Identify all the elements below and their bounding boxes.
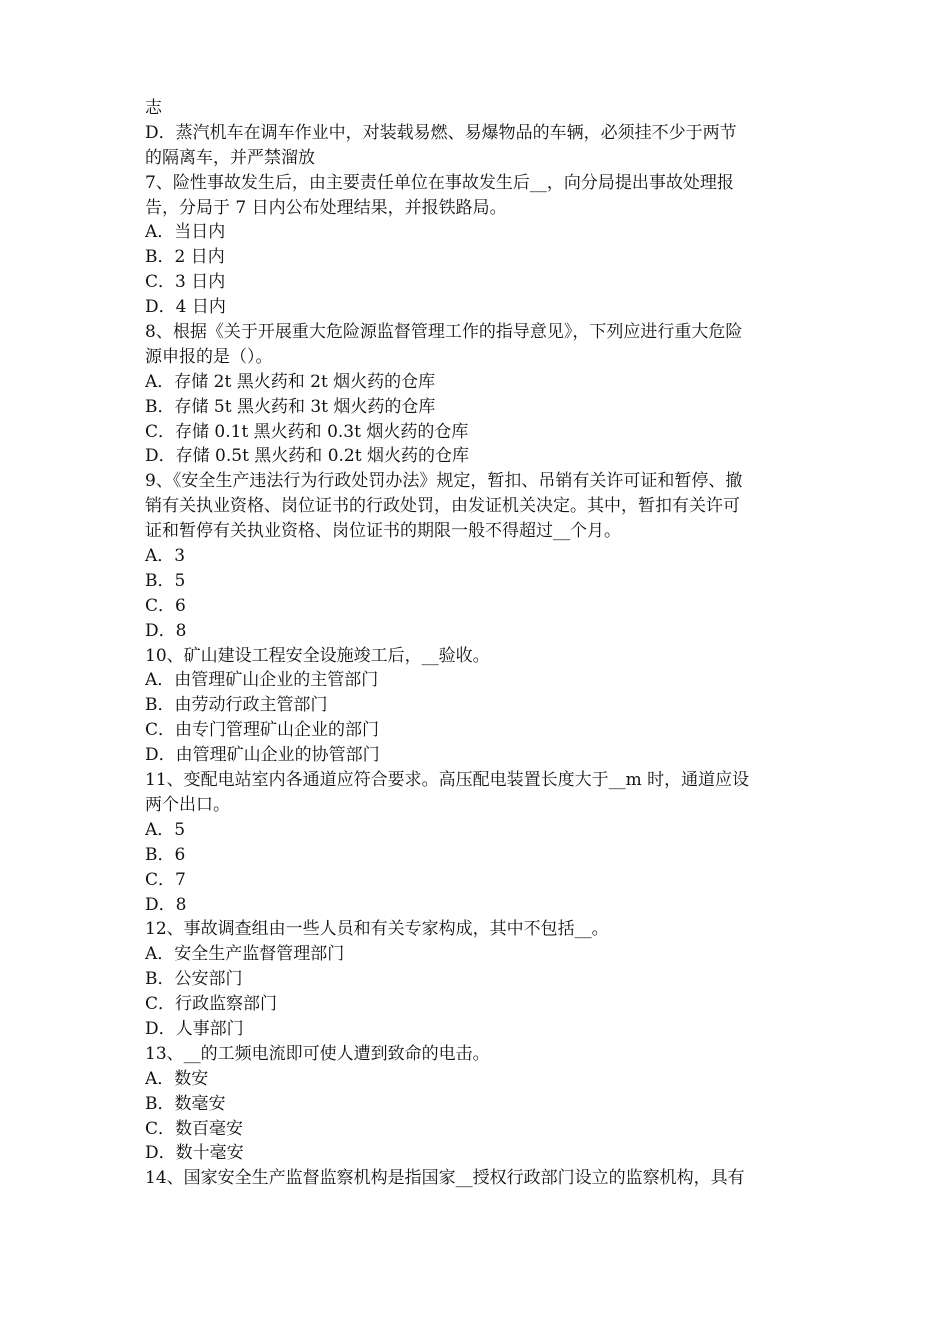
- text-line: 两个出口。: [145, 794, 230, 815]
- text-line: C．3 日内: [145, 272, 226, 293]
- text-line: D．由管理矿山企业的协管部门: [145, 745, 380, 766]
- text-line: 9、《安全生产违法行为行政处罚办法》规定，暂扣、吊销有关许可证和暂停、撤: [145, 471, 743, 492]
- text-line: A．安全生产监督管理部门: [145, 944, 345, 965]
- text-line: B．由劳动行政主管部门: [145, 695, 328, 716]
- text-line: A．3: [145, 546, 186, 567]
- text-line: 10、矿山建设工程安全设施竣工后，__验收。: [145, 645, 490, 666]
- text-line: A．5: [145, 819, 186, 840]
- text-line: 源申报的是（）。: [145, 346, 273, 367]
- text-line: D．4 日内: [145, 297, 226, 318]
- text-line: C．数百毫安: [145, 1118, 244, 1139]
- text-line: B．2 日内: [145, 247, 225, 268]
- text-line: C．存储 0.1t 黑火药和 0.3t 烟火药的仓库: [145, 421, 469, 442]
- text-line: B．数毫安: [145, 1093, 226, 1114]
- text-line: 7、险性事故发生后，由主要责任单位在事故发生后__，向分局提出事故处理报: [145, 172, 734, 193]
- text-line: 志: [145, 98, 162, 118]
- text-line: A．存储 2t 黑火药和 2t 烟火药的仓库: [145, 371, 436, 392]
- text-line: 证和暂停有关执业资格、岗位证书的期限一般不得超过__个月。: [145, 521, 621, 542]
- text-line: 14、国家安全生产监督监察机构是指国家__授权行政部门设立的监察机构，具有: [145, 1168, 745, 1189]
- text-line: D．8: [145, 620, 187, 641]
- text-line: 13、__的工频电流即可使人遭到致命的电击。: [145, 1043, 490, 1064]
- text-line: 8、根据《关于开展重大危险源监督管理工作的指导意见》，下列应进行重大危险: [145, 322, 743, 343]
- text-line: B．存储 5t 黑火药和 3t 烟火药的仓库: [145, 396, 436, 417]
- text-line: B．5: [145, 570, 186, 591]
- text-line: 12、事故调查组由一些人员和有关专家构成，其中不包括__。: [145, 919, 609, 940]
- text-line: 销有关执业资格、岗位证书的行政处罚，由发证机关决定。其中，暂扣有关许可: [145, 496, 740, 517]
- text-line: 11、变配电站室内各通道应符合要求。高压配电装置长度大于__m 时，通道应设: [145, 770, 750, 791]
- text-line: C．7: [145, 869, 186, 890]
- text-line: C．6: [145, 595, 186, 616]
- text-line: B．6: [145, 844, 186, 865]
- text-line: D．数十毫安: [145, 1143, 244, 1164]
- text-line: D．存储 0.5t 黑火药和 0.2t 烟火药的仓库: [145, 446, 469, 467]
- text-line: 的隔离车，并严禁溜放: [145, 147, 315, 168]
- text-line: D．蒸汽机车在调车作业中，对装载易燃、易爆物品的车辆，必须挂不少于两节: [145, 122, 737, 143]
- text-line: C．行政监察部门: [145, 994, 278, 1015]
- text-line: D．8: [145, 894, 187, 915]
- text-line: C．由专门管理矿山企业的部门: [145, 720, 380, 741]
- text-line: A．当日内: [145, 222, 226, 243]
- text-line: A．由管理矿山企业的主管部门: [145, 670, 379, 691]
- text-line: B．公安部门: [145, 969, 243, 990]
- text-line: 告，分局于 7 日内公布处理结果，并报铁路局。: [145, 197, 507, 218]
- text-line: D．人事部门: [145, 1018, 244, 1039]
- text-line: A．数安: [145, 1068, 209, 1089]
- document-page: [145, 96, 813, 1191]
